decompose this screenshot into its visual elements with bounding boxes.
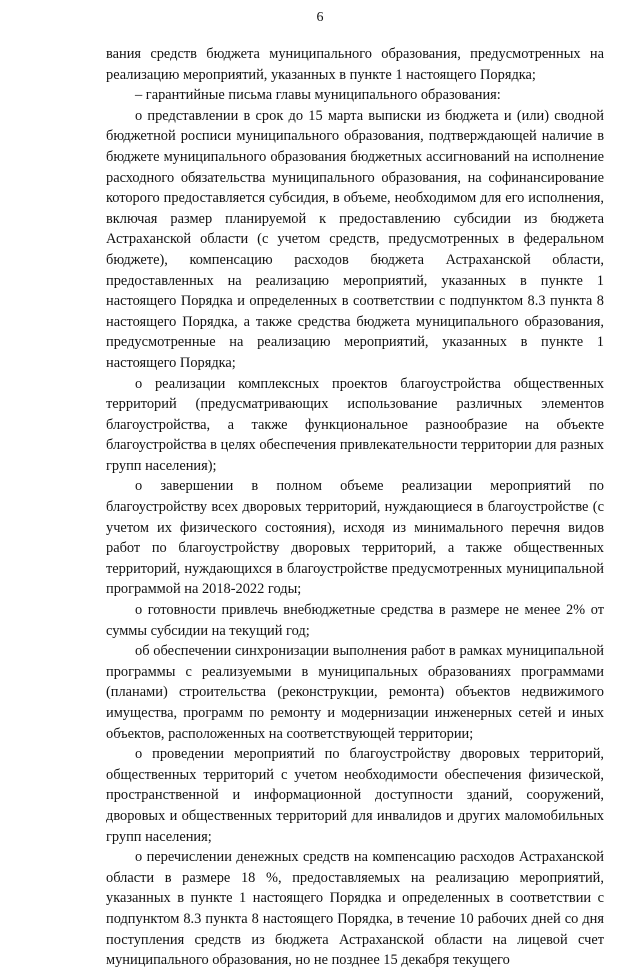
- paragraph-synchronization: об обеспечении синхронизации выполнения работ в рамках муниципальной программы с реализуемыми в муниципальных образованиях программами (планами) строительства (реконструкции, ремонта) объектов недвижимого имущества, программ по ремонту и модернизации инженерных сетей и иных объектов, расположенных на соответствующей территории;: [106, 643, 604, 742]
- paragraph-yard-completion: о завершении в полном объеме реализации мероприятий по благоустройству всех дворовых территорий, нуждающиеся в благоустройстве (с учетом их физического состояния), исходя из минимального перечня видов работ по благоустройству дворовых территорий, а также общественных территорий, нуждающихся в благоустройстве предусмотренных муниципальной программой на 2018-2022 годы;: [106, 478, 604, 598]
- paragraph-extrabudgetary-funds: о готовности привлечь внебюджетные средства в размере не менее 2% от суммы субсидии на текущий год;: [106, 602, 604, 639]
- page-number: 6: [316, 10, 324, 25]
- paragraph-guarantee-letters: – гарантийные письма главы муниципального образования:: [135, 87, 501, 104]
- paragraph-continuation: вания средств бюджета муниципального образования, предусмотренных на реализацию мероприятий, указанных в пункте 1 настоящего Порядка;: [106, 46, 604, 83]
- paragraph-complex-projects: о реализации комплексных проектов благоустройства общественных территорий (предусматривающих использование различных элементов благоустройства, а также функциональное разнообразие на объекте благоустройства в целях обеспечения привлекательности территории для разных групп населения);: [106, 375, 604, 474]
- document-body: [106, 44, 604, 971]
- paragraph-accessibility: о проведении мероприятий по благоустройству дворовых территорий, общественных территорий с учетом необходимости обеспечения физической, пространственной и информационной доступности зданий, сооружений, дворовых и общественных территорий для инвалидов и других маломобильных групп населения;: [106, 746, 604, 845]
- paragraph-compensation-transfer: о перечислении денежных средств на компенсацию расходов Астраханской области в размере 18 %, предоставляемых на реализацию мероприятий, указанных в пункте 1 настоящего Порядка и определенных в соответствии с подпунктом 8.3 пункта 8 настоящего Порядка, в течение 10 рабочих дней со дня поступления средств из бюджета Астраханской области на лицевой счет муниципального образования, но не позднее 15 декабря текущего: [106, 849, 604, 969]
- paragraph-budget-statement: о представлении в срок до 15 марта выписки из бюджета и (или) сводной бюджетной росписи муниципального образования, подтверждающей наличие в бюджете муниципального образования бюджетных ассигнований на исполнение расходного обязательства муниципального образования, на софинансирование которого предоставляется субсидия, в объеме, необходимом для его исполнения, включая размер планируемой к предоставлению субсидии из бюджета Астраханской области (с учетом средств, предусмотренных в федеральном бюджете), компенсацию расходов бюджета Астраханской области, предоставленных на реализацию мероприятий, указанных в пункте 1 настоящего Порядка и определенных в соответствии с подпунктом 8.3 пункта 8 настоящего Порядка, а также средства бюджета муниципального образования, предусмотренные на реализацию мероприятий, указанных в пункте 1 настоящего Порядка;: [106, 107, 604, 371]
